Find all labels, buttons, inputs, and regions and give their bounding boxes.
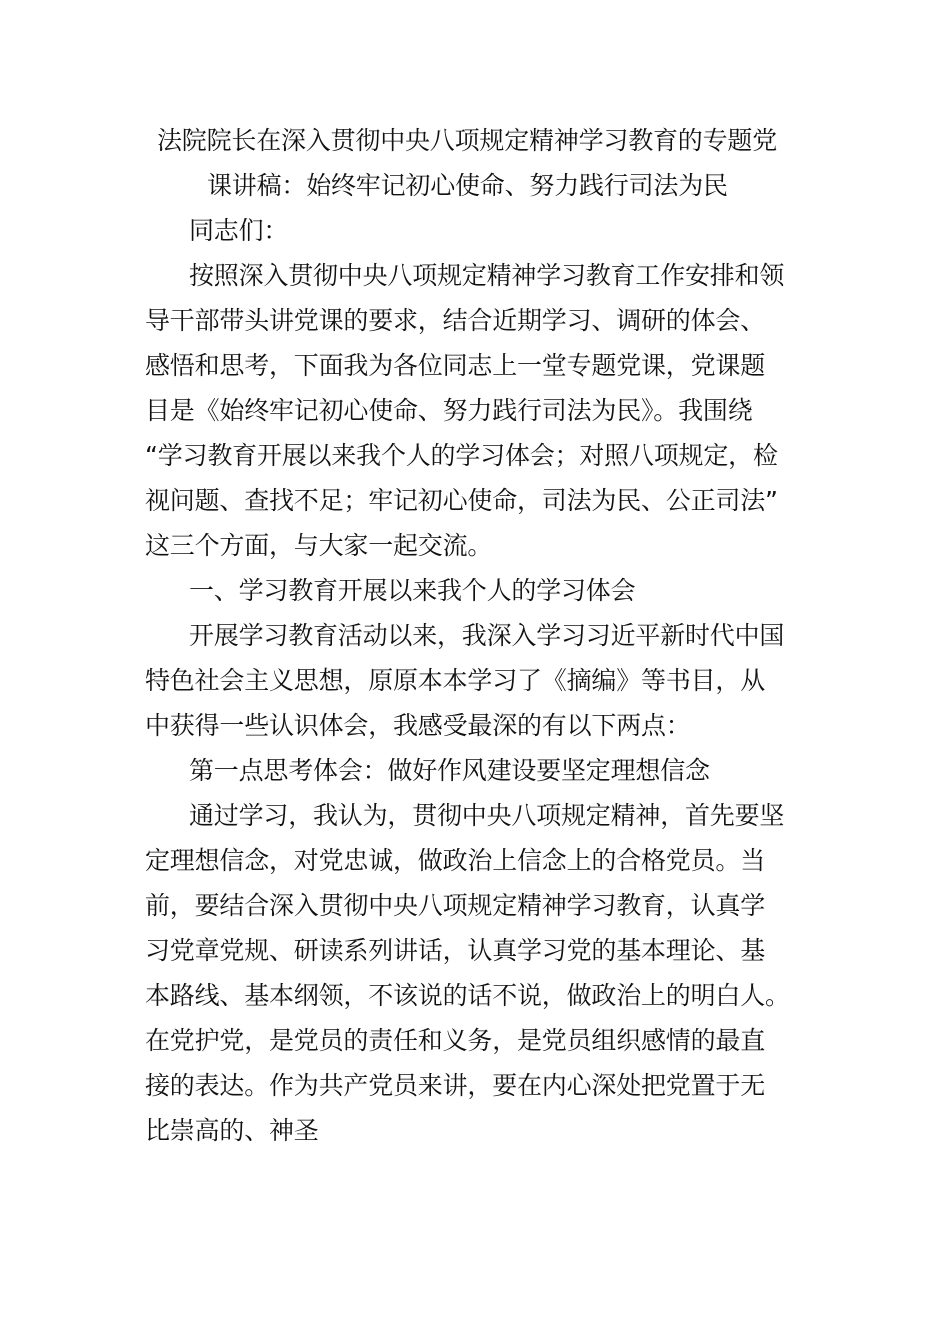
salutation bbox=[145, 208, 805, 253]
subheading-text: 第一点思考体会：做好作风建设要坚定理想信念 bbox=[189, 756, 710, 785]
paragraph-line: 目是《始终牢记初心使命、努力践行司法为民》。我围绕 bbox=[145, 396, 753, 425]
section-heading-text: 一、学习教育开展以来我个人的学习体会 bbox=[189, 576, 636, 605]
paragraph-line: 特色社会主义思想，原原本本学习了《摘编》等书目，从 bbox=[145, 666, 766, 695]
paragraph-line: 定理想信念，对党忠诚，做政治上信念上的合格党员。当 bbox=[145, 846, 766, 875]
section-heading-1 bbox=[145, 568, 805, 613]
document-page bbox=[145, 118, 805, 1153]
paragraph-line: 接的表达。作为共产党员来讲，要在内心深处把党置于无 bbox=[145, 1071, 766, 1100]
paragraph-line: 按照深入贯彻中央八项规定精神学习教育工作安排和领 bbox=[189, 261, 785, 290]
paragraph-line: 中获得一些认识体会，我感受最深的有以下两点： bbox=[145, 711, 691, 740]
salutation-text: 同志们： bbox=[189, 216, 289, 245]
paragraph-line: 习党章党规、研读系列讲话，认真学习党的基本理论、基 bbox=[145, 936, 766, 965]
subheading-point-1 bbox=[145, 748, 805, 793]
paragraph-line: 比崇高的、神圣 bbox=[145, 1116, 319, 1145]
paragraph-line: 通过学习，我认为，贯彻中央八项规定精神，首先要坚 bbox=[189, 801, 785, 830]
paragraph-line: 导干部带头讲党课的要求，结合近期学习、调研的体会、 bbox=[145, 306, 766, 335]
paragraph-line: 这三个方面，与大家一起交流。 bbox=[145, 531, 493, 560]
paragraph-introduction bbox=[145, 253, 805, 568]
paragraph-line: 在党护党，是党员的责任和义务，是党员组织感情的最直 bbox=[145, 1026, 766, 1055]
document-title-line-2: 课讲稿：始终牢记初心使命、努力践行司法为民 bbox=[207, 171, 728, 200]
document-title-line-1: 法院院长在深入贯彻中央八项规定精神学习教育的专题党 bbox=[157, 126, 778, 155]
paragraph-study-overview bbox=[145, 613, 805, 748]
paragraph-point-1-body bbox=[145, 793, 805, 1153]
paragraph-line: 本路线、基本纲领，不该说的话不说，做政治上的明白人。 bbox=[145, 981, 790, 1010]
paragraph-line: “学习教育开展以来我个人的学习体会；对照八项规定，检 bbox=[145, 441, 778, 470]
paragraph-line: 开展学习教育活动以来，我深入学习习近平新时代中国 bbox=[189, 621, 785, 650]
paragraph-line: 视问题、查找不足；牢记初心使命，司法为民、公正司法” bbox=[145, 486, 778, 515]
paragraph-line: 感悟和思考，下面我为各位同志上一堂专题党课，党课题 bbox=[145, 351, 766, 380]
paragraph-line: 前，要结合深入贯彻中央八项规定精神学习教育，认真学 bbox=[145, 891, 766, 920]
